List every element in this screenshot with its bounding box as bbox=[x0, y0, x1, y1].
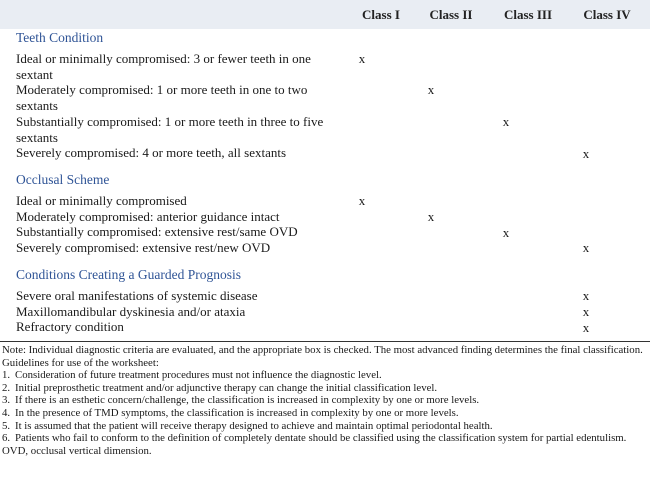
column-header-class-3: Class III bbox=[503, 7, 553, 22]
mark-class-3: x bbox=[502, 225, 510, 240]
mark-class-4: x bbox=[582, 288, 590, 303]
guideline-item bbox=[2, 432, 647, 445]
row-label: Substantially compromised: 1 or more teeth in three to five sextants bbox=[16, 114, 324, 145]
column-header-class-1: Class I bbox=[362, 7, 400, 22]
row-label: Moderately compromised: anterior guidance intact bbox=[16, 209, 280, 224]
mark-class-4: x bbox=[582, 146, 590, 161]
column-header-class-2: Class II bbox=[429, 7, 473, 22]
row-label: Severely compromised: 4 or more teeth, all sextants bbox=[16, 145, 287, 160]
section-title-guarded-prognosis: Conditions Creating a Guarded Prognosis bbox=[16, 267, 241, 282]
guideline-item bbox=[2, 382, 647, 395]
guideline-number: 4. bbox=[2, 406, 11, 419]
abbreviation-note: OVD, occlusal vertical dimension. bbox=[2, 444, 152, 457]
guideline-number: 2. bbox=[2, 381, 11, 394]
table-bottom-rule bbox=[0, 341, 650, 342]
row-label: Maxillomandibular dyskinesia and/or ataxia bbox=[16, 304, 246, 319]
mark-class-1: x bbox=[358, 51, 366, 66]
mark-class-1: x bbox=[358, 193, 366, 208]
guideline-item bbox=[2, 394, 647, 407]
footnotes bbox=[2, 344, 647, 457]
guidelines-title: Guidelines for use of the worksheet: bbox=[2, 356, 159, 369]
guideline-text: Patients who fail to conform to the definition of completely dentate should be classified using the classification system for partial edentulism. bbox=[15, 432, 627, 445]
row-label: Ideal or minimally compromised bbox=[16, 193, 187, 208]
row-label: Moderately compromised: 1 or more teeth in one to two sextants bbox=[16, 82, 308, 113]
mark-class-4: x bbox=[582, 304, 590, 319]
guideline-number: 6. bbox=[2, 432, 11, 445]
guideline-item bbox=[2, 420, 647, 433]
note-text: Note: Individual diagnostic criteria are evaluated, and the appropriate box is checked. The most advanced finding determines the final classification. bbox=[2, 344, 643, 356]
row-label: Refractory condition bbox=[16, 319, 124, 334]
mark-class-2: x bbox=[427, 82, 435, 97]
column-header-class-4: Class IV bbox=[583, 7, 631, 22]
mark-class-3: x bbox=[502, 114, 510, 129]
mark-class-2: x bbox=[427, 209, 435, 224]
mark-class-4: x bbox=[582, 320, 590, 335]
section-title-occlusal-scheme: Occlusal Scheme bbox=[16, 172, 110, 187]
section-title-teeth-condition: Teeth Condition bbox=[16, 30, 104, 45]
mark-class-4: x bbox=[582, 240, 590, 255]
row-label: Severely compromised: extensive rest/new OVD bbox=[16, 240, 271, 255]
guideline-text: In the presence of TMD symptoms, the classification is increased in complexity by one or more levels. bbox=[15, 406, 459, 419]
guideline-number: 1. bbox=[2, 369, 11, 382]
guideline-text: Initial preprosthetic treatment and/or adjunctive therapy can change the initial classification level. bbox=[15, 381, 438, 394]
guideline-number: 3. bbox=[2, 394, 11, 407]
row-label: Severe oral manifestations of systemic disease bbox=[16, 288, 258, 303]
row-label: Substantially compromised: extensive rest/same OVD bbox=[16, 224, 298, 239]
guideline-item bbox=[2, 407, 647, 420]
guideline-item bbox=[2, 369, 647, 382]
guideline-text: If there is an esthetic concern/challenge, the classification is increased in complexity by one or more levels. bbox=[15, 394, 480, 407]
guideline-text: It is assumed that the patient will receive therapy designed to achieve and maintain optimal periodontal health. bbox=[15, 419, 493, 432]
row-label: Ideal or minimally compromised: 3 or fewer teeth in one sextant bbox=[16, 51, 311, 82]
guideline-text: Consideration of future treatment procedures must not influence the diagnostic level. bbox=[15, 369, 382, 382]
guideline-number: 5. bbox=[2, 419, 11, 432]
